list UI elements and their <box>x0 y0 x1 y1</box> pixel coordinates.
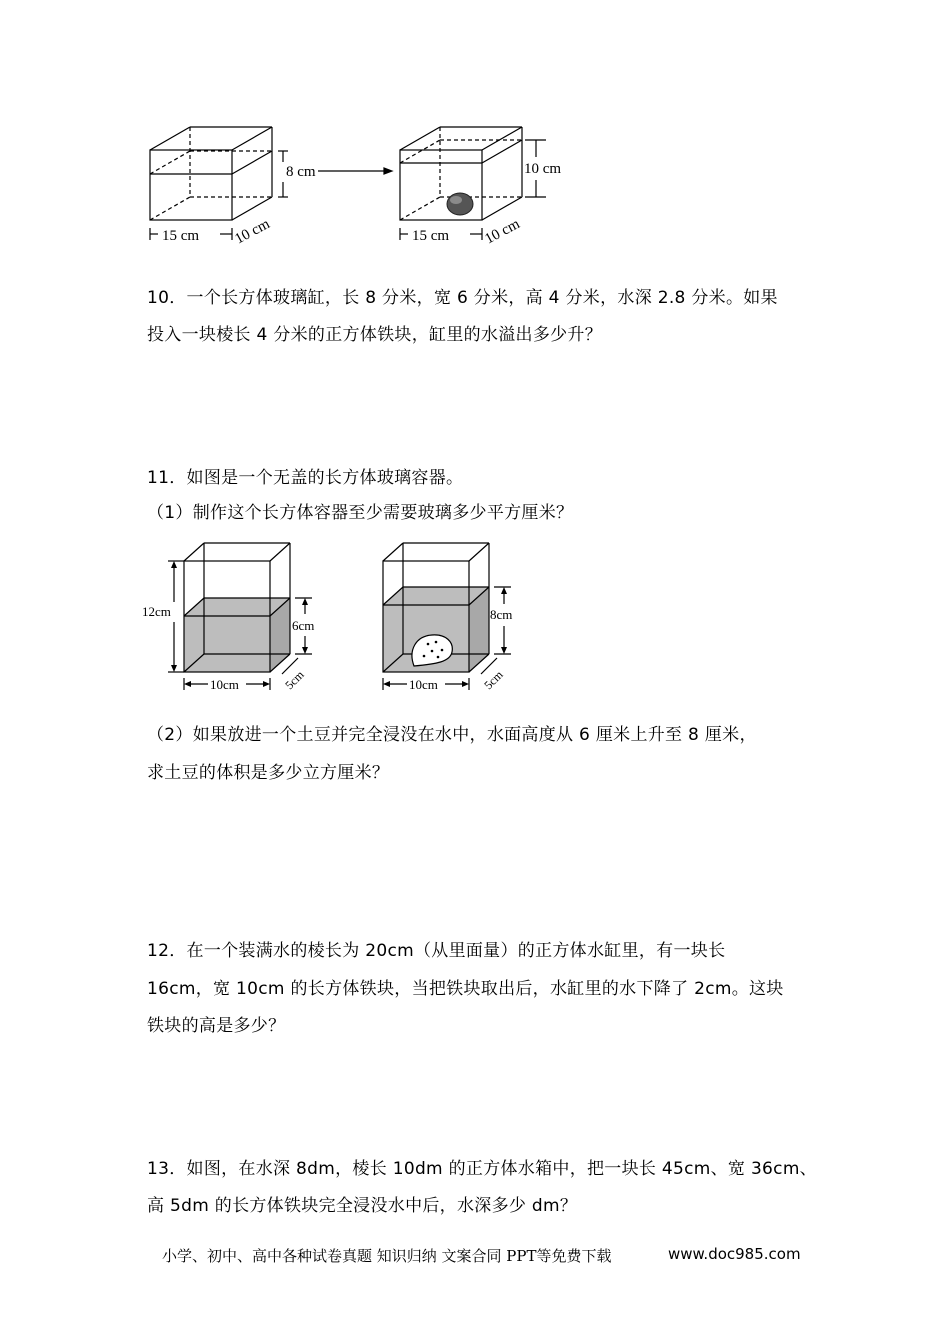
stone-shape <box>447 193 473 215</box>
label-6cm: 6cm <box>292 618 315 633</box>
q12-line1: 12．在一个装满水的棱长为 20cm（从里面量）的正方体水缸里，有一块长 <box>147 941 726 961</box>
figure-containers <box>140 538 530 698</box>
label-8cm-right: 8cm <box>490 607 513 622</box>
label-12cm: 12cm <box>142 604 171 619</box>
q12-line2: 16cm，宽 10cm 的长方体铁块，当把铁块取出后，水缸里的水下降了 2cm。这块 <box>147 979 784 999</box>
q11-part2-line1: （2）如果放进一个土豆并完全浸没在水中，水面高度从 6 厘米上升至 8 厘米， <box>147 725 757 745</box>
label-8cm: 8 cm <box>286 164 316 180</box>
label-5cm-left: 5cm <box>282 667 307 693</box>
label-10cm-right: 10cm <box>409 677 438 692</box>
label-15cm-right: 15 cm <box>412 228 450 244</box>
q11-part2-line2: 求土豆的体积是多少立方厘米？ <box>147 763 390 783</box>
q11-part1: （1）制作这个长方体容器至少需要玻璃多少平方厘米？ <box>147 503 574 523</box>
label-10cm-left: 10cm <box>210 677 239 692</box>
footer-url[interactable]: www.doc985.com <box>668 1245 801 1263</box>
q13-line1: 13．如图，在水深 8dm，棱长 10dm 的正方体水箱中，把一块长 45cm、宽 36cm、 <box>147 1159 817 1179</box>
q11-title: 11．如图是一个无盖的长方体玻璃容器。 <box>147 468 464 488</box>
q12-line3: 铁块的高是多少？ <box>147 1016 286 1036</box>
footer-text: 小学、初中、高中各种试卷真题 知识归纳 文案合同 PPT等免费下载 <box>162 1247 612 1265</box>
label-10cm-right: 10 cm <box>482 215 523 248</box>
q13-line2: 高 5dm 的长方体铁块完全浸没水中后，水深多少 dm？ <box>147 1196 578 1216</box>
label-15cm-left: 15 cm <box>162 228 200 244</box>
label-10cm-left: 10 cm <box>232 215 273 248</box>
label-5cm-right: 5cm <box>481 667 506 693</box>
figure-tank-stone <box>140 120 600 255</box>
label-10cm-height: 10 cm <box>524 161 562 177</box>
q10-line1: 10．一个长方体玻璃缸，长 8 分米，宽 6 分米，高 4 分米，水深 2.8 分米。如果 <box>147 288 778 308</box>
q10-line2: 投入一块棱长 4 分米的正方体铁块，缸里的水溢出多少升？ <box>147 325 603 345</box>
